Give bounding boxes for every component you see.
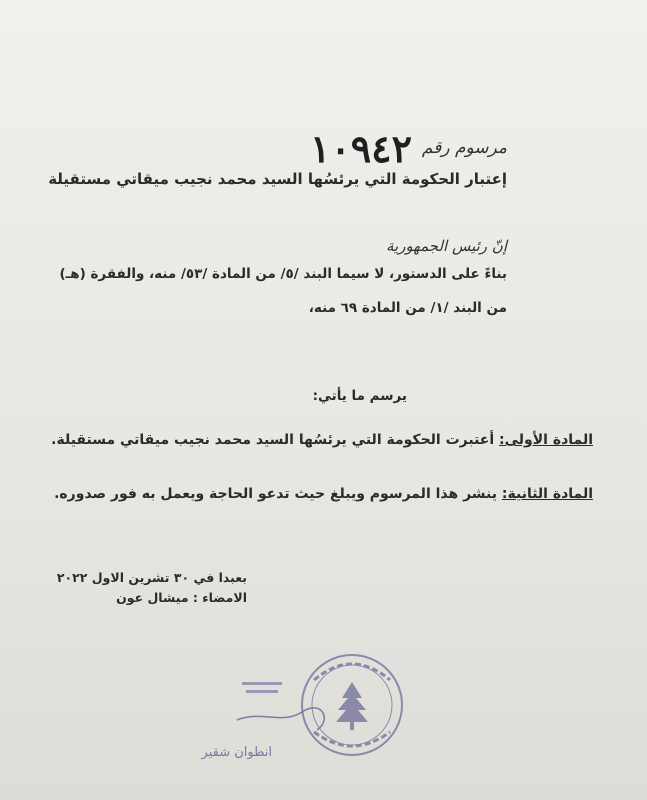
article-1	[51, 432, 593, 448]
issue-date: بعبدا في ٣٠ تشرين الاول ٢٠٢٢	[56, 570, 247, 585]
signature-line: الامضاء : ميشال عون	[116, 590, 247, 605]
decree-subject: إعتبار الحكومة التي يرئسُها السيد محمد نجيب ميقاتي مستقيلة	[48, 170, 507, 188]
cedar-icon	[336, 682, 368, 730]
article-2-label: المادة الثانية:	[501, 486, 593, 502]
article-2-text: ينشر هذا المرسوم ويبلغ حيث تدعو الحاجة ويعمل به فور صدوره.	[54, 486, 502, 502]
decrees-heading: يرسم ما يأتي:	[312, 388, 407, 404]
decree-number: ١٠٩٤٢	[309, 126, 412, 171]
legal-basis-line-1: بناءً على الدستور، لا سيما البند /٥/ من المادة /٥٣/ منه، والفقرة (هـ)	[59, 266, 507, 282]
legal-basis-line-2: من البند /١/ من المادة ٦٩ منه،	[308, 300, 507, 316]
article-1-text: أعتبرت الحكومة التي يرئسُها السيد محمد نجيب ميقاتي مستقيلة.	[51, 432, 500, 448]
stamp-signer: انطوان شقير	[201, 745, 272, 760]
article-2	[54, 486, 593, 502]
decree-label: مرسوم رقم	[421, 138, 507, 158]
article-1-label: المادة الأولى:	[499, 432, 593, 448]
president-heading: إنّ رئيس الجمهورية	[385, 237, 507, 255]
